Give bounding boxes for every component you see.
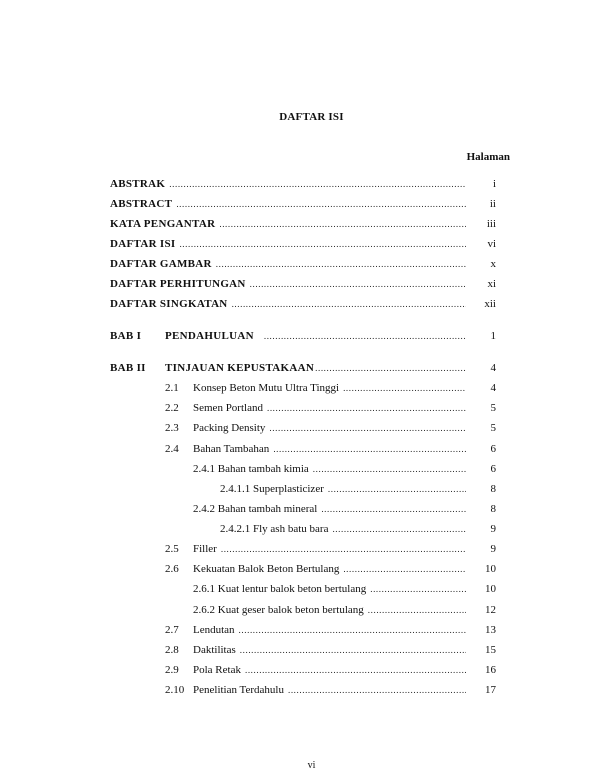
toc-entry-label: Packing Density (193, 422, 266, 434)
toc-entry-page: 12 (485, 604, 496, 616)
section-number: 2.10 (165, 684, 185, 696)
section-number: 2.9 (165, 664, 179, 676)
toc-entry-section (193, 401, 468, 415)
toc-entry-section (193, 643, 468, 657)
section-number: 2.7 (165, 624, 179, 636)
toc-entry-page: xi (487, 278, 496, 290)
toc-entry-page: 8 (490, 483, 496, 495)
dot-leader (368, 603, 466, 617)
toc-entry-label: Filler (193, 543, 217, 555)
dot-leader (169, 177, 466, 191)
dot-leader (332, 522, 466, 536)
toc-entry-page: 15 (485, 644, 496, 656)
toc-entry-page: iii (486, 218, 496, 230)
toc-entry-label: DAFTAR GAMBAR (110, 258, 212, 270)
toc-entry-page: 10 (485, 563, 496, 575)
section-number: 2.8 (165, 644, 179, 656)
toc-entry-page: 6 (490, 443, 496, 455)
toc-entry-page: 1 (490, 330, 496, 342)
toc-entry-label: DAFTAR SINGKATAN (110, 298, 228, 310)
toc-entry-page: 6 (490, 463, 496, 475)
toc-entry-page: 10 (485, 583, 496, 595)
section-number: 2.3 (165, 422, 179, 434)
toc-entry-label: ABSTRAK (110, 178, 166, 190)
toc-entry-abstrak (110, 177, 468, 191)
toc-entry-page: i (492, 178, 496, 190)
toc-entry-label: PENDAHULUAN (165, 330, 254, 342)
toc-entry-label: 2.4.2 Bahan tambah mineral (193, 503, 318, 515)
toc-entry-label: ABSTRACT (110, 198, 173, 210)
toc-entry-section (193, 421, 468, 435)
dot-leader (264, 329, 466, 343)
toc-entry-subsection (193, 462, 468, 476)
dot-leader (328, 482, 466, 496)
chapter-code: BAB II (110, 362, 146, 374)
dot-leader (250, 277, 466, 291)
toc-entry-label: Lendutan (193, 624, 235, 636)
toc-entry-daftar-isi (110, 237, 468, 251)
toc-entry-section (193, 562, 468, 576)
toc-entry-label: Penelitian Terdahulu (193, 684, 284, 696)
toc-entry-page: 5 (490, 402, 496, 414)
dot-leader (232, 297, 466, 311)
toc-entry-page: vi (487, 238, 496, 250)
toc-entry-daftar-singkatan (110, 297, 468, 311)
dot-leader (245, 663, 466, 677)
dot-leader (288, 683, 466, 697)
toc-entry-page: 8 (490, 503, 496, 515)
section-number: 2.4 (165, 443, 179, 455)
toc-entry-page: 17 (485, 684, 496, 696)
page-column-header: Halaman (466, 151, 510, 163)
toc-entry-subsection (193, 502, 468, 516)
toc-entry-subsection (193, 582, 468, 596)
toc-entry-section (193, 542, 468, 556)
toc-entry-section (193, 683, 468, 697)
toc-entry-page: 9 (490, 543, 496, 555)
dot-leader (269, 421, 466, 435)
toc-entry-section (193, 442, 468, 456)
toc-entry-label: KATA PENGANTAR (110, 218, 216, 230)
toc-entry-daftar-gambar (110, 257, 468, 271)
dot-leader (273, 442, 466, 456)
toc-entry-label: Konsep Beton Mutu Ultra Tinggi (193, 382, 340, 394)
toc-entry-page: 4 (490, 362, 496, 374)
chapter-code: BAB I (110, 330, 142, 342)
toc-entry-label: Semen Portland (193, 402, 263, 414)
dot-leader (240, 643, 466, 657)
toc-entry-label: 2.6.2 Kuat geser balok beton bertulang (193, 604, 364, 616)
toc-entry-label: 2.4.1.1 Superplasticizer (220, 483, 324, 495)
toc-entry-bab-1 (165, 329, 468, 343)
page-title: DAFTAR ISI (279, 111, 344, 123)
section-number: 2.2 (165, 402, 179, 414)
section-number: 2.5 (165, 543, 179, 555)
toc-entry-section (193, 623, 468, 637)
toc-entry-label: Kekuatan Balok Beton Bertulang (193, 563, 340, 575)
toc-entry-label: 2.4.2.1 Fly ash batu bara (220, 523, 329, 535)
dot-leader (315, 361, 466, 375)
dot-leader (176, 197, 466, 211)
dot-leader (370, 582, 466, 596)
toc-entry-section (193, 381, 468, 395)
dot-leader (267, 401, 466, 415)
page-number: vi (307, 760, 316, 771)
toc-entry-page: x (490, 258, 496, 270)
toc-entry-section (193, 663, 468, 677)
toc-entry-page: 4 (490, 382, 496, 394)
dot-leader (216, 257, 466, 271)
dot-leader (179, 237, 466, 251)
dot-leader (221, 542, 466, 556)
toc-entry-label: Daktilitas (193, 644, 236, 656)
toc-entry-label: TINJAUAN KEPUSTAKAAN (165, 362, 315, 374)
toc-entry-label: Pola Retak (193, 664, 241, 676)
toc-entry-label: DAFTAR PERHITUNGAN (110, 278, 246, 290)
toc-entry-page: xii (484, 298, 496, 310)
dot-leader (343, 381, 466, 395)
section-number: 2.1 (165, 382, 179, 394)
toc-entry-page: 5 (490, 422, 496, 434)
toc-entry-label: DAFTAR ISI (110, 238, 176, 250)
section-number: 2.6 (165, 563, 179, 575)
toc-entry-label: 2.4.1 Bahan tambah kimia (193, 463, 309, 475)
toc-entry-page: 9 (490, 523, 496, 535)
dot-leader (313, 462, 466, 476)
dot-leader (219, 217, 466, 231)
toc-entry-page: 16 (485, 664, 496, 676)
toc-entry-label: Bahan Tambahan (193, 443, 270, 455)
toc-entry-bab-2 (165, 361, 468, 375)
dot-leader (343, 562, 466, 576)
dot-leader (239, 623, 466, 637)
toc-entry-subsubsection (220, 482, 468, 496)
toc-entry-kata-pengantar (110, 217, 468, 231)
toc-entry-abstract (110, 197, 468, 211)
toc-entry-page: ii (489, 198, 496, 210)
toc-entry-subsubsection (220, 522, 468, 536)
dot-leader (321, 502, 466, 516)
toc-entry-label: 2.6.1 Kuat lentur balok beton bertulang (193, 583, 367, 595)
toc-entry-page: 13 (485, 624, 496, 636)
toc-entry-daftar-perhitungan (110, 277, 468, 291)
toc-entry-subsection (193, 603, 468, 617)
